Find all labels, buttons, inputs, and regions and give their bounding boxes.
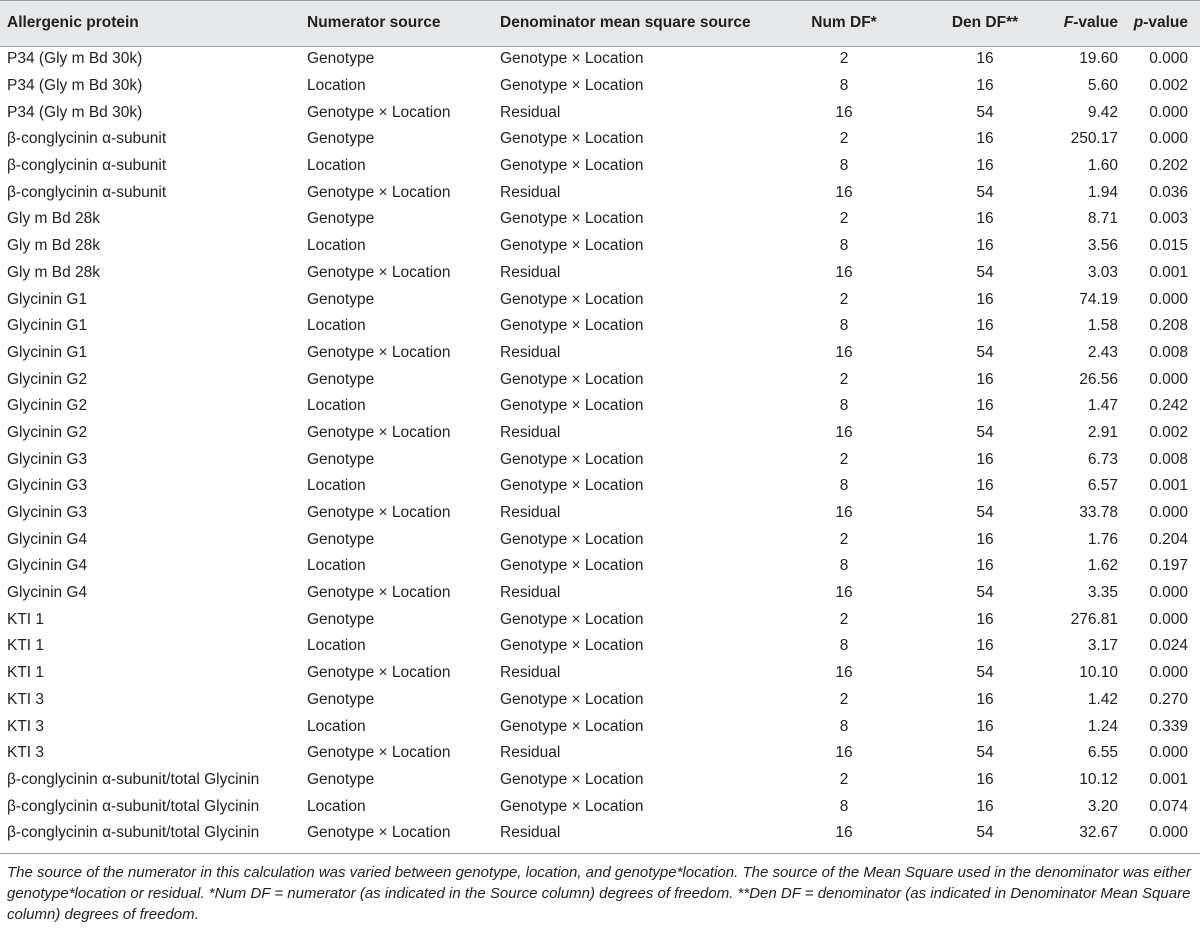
cell-numerator-source: Location: [307, 477, 366, 495]
cell-p-value: 0.001: [1149, 263, 1188, 281]
cell-den-df: 16: [976, 477, 994, 495]
cell-denominator-source: Genotype × Location: [500, 290, 644, 308]
cell-p-value: 0.036: [1149, 183, 1188, 201]
cell-f-value: 1.58: [1087, 317, 1118, 335]
header-f-italic: F: [1063, 14, 1074, 31]
cell-numerator-source: Location: [307, 717, 366, 735]
cell-numerator-source: Genotype: [307, 290, 375, 308]
cell-allergenic-protein: KTI 1: [7, 610, 45, 628]
cell-num-df: 16: [835, 423, 853, 441]
cell-numerator-source: Location: [307, 237, 366, 255]
cell-f-value: 1.42: [1087, 690, 1118, 708]
cell-den-df: 54: [976, 744, 994, 762]
cell-allergenic-protein: Glycinin G1: [7, 290, 88, 308]
cell-den-df: 16: [976, 717, 994, 735]
header-f-rest: -value: [1073, 14, 1118, 31]
cell-p-value: 0.204: [1149, 530, 1188, 548]
cell-p-value: 0.002: [1149, 77, 1188, 95]
cell-allergenic-protein: Glycinin G4: [7, 557, 88, 575]
cell-f-value: 9.42: [1087, 103, 1118, 121]
table-footnote: The source of the numerator in this calculation was varied between genotype, location, and genotype*location. The source of the Mean Square used in the denominator was either genotype*location or residual. *Num DF = numerator (as indicated in the Source column) degrees of freedom. **Den DF = denominator (as indicated in Denominator Mean Square column) degrees of freedom.: [7, 864, 1192, 923]
cell-denominator-source: Residual: [500, 664, 561, 682]
cell-numerator-source: Genotype: [307, 50, 375, 68]
cell-numerator-source: Genotype × Location: [307, 423, 451, 441]
cell-p-value: 0.002: [1149, 423, 1188, 441]
table-row: [0, 313, 1200, 340]
cell-p-value: 0.000: [1149, 50, 1188, 68]
header-p-italic: p: [1133, 14, 1144, 31]
table-row: [0, 393, 1200, 420]
cell-f-value: 3.20: [1087, 797, 1118, 815]
cell-allergenic-protein: Gly m Bd 28k: [7, 210, 101, 228]
cell-num-df: 16: [835, 263, 853, 281]
cell-p-value: 0.000: [1149, 504, 1188, 522]
table-header-rule: [0, 46, 1200, 47]
cell-numerator-source: Genotype × Location: [307, 824, 451, 842]
cell-p-value: 0.202: [1149, 157, 1188, 175]
cell-numerator-source: Genotype × Location: [307, 504, 451, 522]
table-row: [0, 740, 1200, 767]
cell-p-value: 0.000: [1149, 290, 1188, 308]
cell-den-df: 16: [976, 210, 994, 228]
cell-denominator-source: Genotype × Location: [500, 130, 644, 148]
cell-num-df: 8: [839, 397, 849, 415]
table-row: [0, 340, 1200, 367]
cell-num-df: 2: [839, 210, 849, 228]
cell-allergenic-protein: Glycinin G1: [7, 343, 88, 361]
table-row: [0, 526, 1200, 553]
cell-denominator-source: Genotype × Location: [500, 370, 644, 388]
cell-den-df: 16: [976, 557, 994, 575]
cell-allergenic-protein: β-conglycinin α-subunit: [7, 183, 167, 201]
cell-den-df: 54: [976, 423, 994, 441]
cell-denominator-source: Genotype × Location: [500, 530, 644, 548]
cell-p-value: 0.000: [1149, 824, 1188, 842]
cell-den-df: 16: [976, 130, 994, 148]
cell-f-value: 276.81: [1070, 610, 1118, 628]
cell-denominator-source: Residual: [500, 183, 561, 201]
cell-den-df: 16: [976, 530, 994, 548]
cell-allergenic-protein: Glycinin G3: [7, 504, 88, 522]
table-row: [0, 473, 1200, 500]
cell-allergenic-protein: KTI 3: [7, 690, 45, 708]
cell-num-df: 2: [839, 370, 849, 388]
cell-f-value: 26.56: [1079, 370, 1118, 388]
cell-num-df: 8: [839, 77, 849, 95]
cell-p-value: 0.000: [1149, 610, 1188, 628]
cell-f-value: 8.71: [1087, 210, 1118, 228]
cell-numerator-source: Genotype: [307, 530, 375, 548]
table-row: [0, 446, 1200, 473]
cell-num-df: 8: [839, 317, 849, 335]
cell-f-value: 6.55: [1087, 744, 1118, 762]
cell-numerator-source: Location: [307, 157, 366, 175]
cell-numerator-source: Genotype: [307, 610, 375, 628]
cell-p-value: 0.000: [1149, 103, 1188, 121]
cell-den-df: 16: [976, 690, 994, 708]
cell-p-value: 0.000: [1149, 370, 1188, 388]
cell-allergenic-protein: P34 (Gly m Bd 30k): [7, 77, 143, 95]
cell-numerator-source: Genotype: [307, 770, 375, 788]
cell-p-value: 0.024: [1149, 637, 1188, 655]
cell-numerator-source: Location: [307, 637, 366, 655]
cell-denominator-source: Genotype × Location: [500, 317, 644, 335]
cell-den-df: 16: [976, 157, 994, 175]
cell-allergenic-protein: β-conglycinin α-subunit: [7, 157, 167, 175]
cell-numerator-source: Location: [307, 397, 366, 415]
cell-num-df: 16: [835, 664, 853, 682]
table-row: [0, 126, 1200, 153]
cell-den-df: 54: [976, 504, 994, 522]
table-header-row: [0, 0, 1200, 46]
cell-f-value: 1.94: [1087, 183, 1118, 201]
cell-num-df: 16: [835, 343, 853, 361]
cell-p-value: 0.001: [1149, 770, 1188, 788]
cell-allergenic-protein: Glycinin G4: [7, 530, 88, 548]
cell-den-df: 16: [976, 397, 994, 415]
cell-numerator-source: Genotype: [307, 370, 375, 388]
cell-den-df: 16: [976, 450, 994, 468]
cell-f-value: 1.60: [1087, 157, 1118, 175]
cell-f-value: 1.76: [1087, 530, 1118, 548]
cell-den-df: 54: [976, 103, 994, 121]
cell-denominator-source: Genotype × Location: [500, 157, 644, 175]
cell-p-value: 0.015: [1149, 237, 1188, 255]
header-f-value: [1050, 0, 1123, 46]
table-row: [0, 793, 1200, 820]
cell-f-value: 6.73: [1087, 450, 1118, 468]
cell-numerator-source: Genotype: [307, 130, 375, 148]
table-row: [0, 420, 1200, 447]
header-p-rest: -value: [1143, 14, 1188, 31]
cell-den-df: 16: [976, 77, 994, 95]
cell-num-df: 16: [835, 103, 853, 121]
cell-denominator-source: Genotype × Location: [500, 770, 644, 788]
table-row: [0, 820, 1200, 847]
cell-den-df: 54: [976, 664, 994, 682]
cell-p-value: 0.000: [1149, 130, 1188, 148]
cell-allergenic-protein: Glycinin G1: [7, 317, 88, 335]
cell-numerator-source: Genotype × Location: [307, 664, 451, 682]
cell-f-value: 3.56: [1087, 237, 1118, 255]
table-row: [0, 500, 1200, 527]
table-row: [0, 580, 1200, 607]
table-row: [0, 366, 1200, 393]
cell-f-value: 32.67: [1079, 824, 1118, 842]
cell-num-df: 8: [839, 557, 849, 575]
table-row: [0, 687, 1200, 714]
cell-den-df: 54: [976, 263, 994, 281]
cell-num-df: 2: [839, 50, 849, 68]
cell-denominator-source: Genotype × Location: [500, 797, 644, 815]
cell-den-df: 54: [976, 183, 994, 201]
cell-num-df: 8: [839, 797, 849, 815]
cell-den-df: 16: [976, 237, 994, 255]
cell-num-df: 8: [839, 157, 849, 175]
cell-f-value: 1.24: [1087, 717, 1118, 735]
cell-allergenic-protein: β-conglycinin α-subunit: [7, 130, 167, 148]
cell-denominator-source: Genotype × Location: [500, 50, 644, 68]
cell-p-value: 0.001: [1149, 477, 1188, 495]
cell-denominator-source: Genotype × Location: [500, 557, 644, 575]
cell-f-value: 3.17: [1087, 637, 1118, 655]
cell-denominator-source: Residual: [500, 744, 561, 762]
cell-denominator-source: Residual: [500, 824, 561, 842]
cell-p-value: 0.339: [1149, 717, 1188, 735]
cell-f-value: 6.57: [1087, 477, 1118, 495]
cell-f-value: 1.47: [1087, 397, 1118, 415]
cell-num-df: 2: [839, 450, 849, 468]
cell-den-df: 16: [976, 50, 994, 68]
cell-denominator-source: Residual: [500, 343, 561, 361]
cell-p-value: 0.008: [1149, 343, 1188, 361]
cell-denominator-source: Genotype × Location: [500, 717, 644, 735]
cell-den-df: 16: [976, 797, 994, 815]
table-row: [0, 553, 1200, 580]
cell-num-df: 8: [839, 637, 849, 655]
cell-p-value: 0.074: [1149, 797, 1188, 815]
table-row: [0, 767, 1200, 794]
cell-allergenic-protein: Glycinin G4: [7, 584, 88, 602]
cell-allergenic-protein: β-conglycinin α-subunit/total Glycinin: [7, 770, 260, 788]
cell-num-df: 16: [835, 504, 853, 522]
cell-denominator-source: Residual: [500, 103, 561, 121]
cell-denominator-source: Genotype × Location: [500, 477, 644, 495]
table-row: [0, 206, 1200, 233]
cell-numerator-source: Location: [307, 797, 366, 815]
cell-allergenic-protein: P34 (Gly m Bd 30k): [7, 103, 143, 121]
cell-den-df: 16: [976, 610, 994, 628]
cell-num-df: 16: [835, 824, 853, 842]
cell-numerator-source: Genotype: [307, 690, 375, 708]
cell-allergenic-protein: Gly m Bd 28k: [7, 237, 101, 255]
cell-numerator-source: Location: [307, 77, 366, 95]
cell-allergenic-protein: Glycinin G2: [7, 397, 88, 415]
cell-numerator-source: Genotype: [307, 210, 375, 228]
cell-denominator-source: Genotype × Location: [500, 210, 644, 228]
cell-p-value: 0.000: [1149, 584, 1188, 602]
cell-numerator-source: Location: [307, 557, 366, 575]
cell-allergenic-protein: Glycinin G3: [7, 450, 88, 468]
cell-p-value: 0.197: [1149, 557, 1188, 575]
cell-p-value: 0.208: [1149, 317, 1188, 335]
table-row: [0, 660, 1200, 687]
cell-p-value: 0.242: [1149, 397, 1188, 415]
cell-denominator-source: Residual: [500, 423, 561, 441]
cell-allergenic-protein: Glycinin G2: [7, 370, 88, 388]
cell-f-value: 10.10: [1079, 664, 1118, 682]
cell-numerator-source: Genotype × Location: [307, 263, 451, 281]
cell-num-df: 16: [835, 744, 853, 762]
cell-f-value: 3.03: [1087, 263, 1118, 281]
cell-p-value: 0.270: [1149, 690, 1188, 708]
cell-den-df: 54: [976, 584, 994, 602]
table-row: [0, 606, 1200, 633]
cell-num-df: 2: [839, 530, 849, 548]
cell-denominator-source: Residual: [500, 584, 561, 602]
cell-denominator-source: Genotype × Location: [500, 237, 644, 255]
cell-num-df: 8: [839, 237, 849, 255]
table-top-rule: [0, 0, 1200, 1]
cell-f-value: 10.12: [1079, 770, 1118, 788]
cell-f-value: 74.19: [1079, 290, 1118, 308]
table-row: [0, 286, 1200, 313]
table-row: [0, 713, 1200, 740]
cell-denominator-source: Genotype × Location: [500, 77, 644, 95]
cell-p-value: 0.008: [1149, 450, 1188, 468]
cell-den-df: 54: [976, 824, 994, 842]
cell-numerator-source: Genotype × Location: [307, 744, 451, 762]
header-denominator-source: Denominator mean square source: [500, 14, 751, 31]
cell-f-value: 1.62: [1087, 557, 1118, 575]
cell-den-df: 16: [976, 370, 994, 388]
cell-num-df: 2: [839, 610, 849, 628]
cell-den-df: 16: [976, 637, 994, 655]
cell-allergenic-protein: KTI 1: [7, 637, 45, 655]
cell-f-value: 19.60: [1079, 50, 1118, 68]
table-row: [0, 233, 1200, 260]
cell-f-value: 2.43: [1087, 343, 1118, 361]
cell-numerator-source: Location: [307, 317, 366, 335]
cell-numerator-source: Genotype × Location: [307, 584, 451, 602]
table-row: [0, 73, 1200, 100]
table-row: [0, 153, 1200, 180]
cell-f-value: 33.78: [1079, 504, 1118, 522]
cell-denominator-source: Residual: [500, 263, 561, 281]
cell-f-value: 2.91: [1087, 423, 1118, 441]
cell-allergenic-protein: Glycinin G2: [7, 423, 88, 441]
cell-p-value: 0.003: [1149, 210, 1188, 228]
table-row: [0, 46, 1200, 73]
cell-num-df: 2: [839, 130, 849, 148]
header-p-value: [1123, 0, 1200, 46]
cell-allergenic-protein: β-conglycinin α-subunit/total Glycinin: [7, 824, 260, 842]
cell-num-df: 8: [839, 477, 849, 495]
cell-den-df: 16: [976, 770, 994, 788]
cell-num-df: 16: [835, 584, 853, 602]
cell-den-df: 54: [976, 343, 994, 361]
cell-numerator-source: Genotype × Location: [307, 343, 451, 361]
cell-p-value: 0.000: [1149, 664, 1188, 682]
cell-f-value: 250.17: [1070, 130, 1118, 148]
cell-allergenic-protein: β-conglycinin α-subunit/total Glycinin: [7, 797, 260, 815]
cell-f-value: 3.35: [1087, 584, 1118, 602]
cell-num-df: 8: [839, 717, 849, 735]
cell-denominator-source: Genotype × Location: [500, 610, 644, 628]
table-row: [0, 99, 1200, 126]
cell-f-value: 5.60: [1087, 77, 1118, 95]
cell-allergenic-protein: Gly m Bd 28k: [7, 263, 101, 281]
cell-numerator-source: Genotype: [307, 450, 375, 468]
cell-allergenic-protein: KTI 1: [7, 664, 45, 682]
cell-p-value: 0.000: [1149, 744, 1188, 762]
cell-allergenic-protein: Glycinin G3: [7, 477, 88, 495]
cell-denominator-source: Genotype × Location: [500, 690, 644, 708]
cell-numerator-source: Genotype × Location: [307, 183, 451, 201]
cell-denominator-source: Genotype × Location: [500, 450, 644, 468]
header-allergenic-protein: Allergenic protein: [7, 14, 139, 31]
header-num-df: Num DF*: [811, 14, 877, 31]
cell-num-df: 2: [839, 690, 849, 708]
table-row: [0, 260, 1200, 287]
cell-allergenic-protein: P34 (Gly m Bd 30k): [7, 50, 143, 68]
header-numerator-source: Numerator source: [307, 14, 441, 31]
header-den-df: Den DF**: [951, 14, 1019, 31]
table-bottom-rule: [0, 853, 1200, 854]
cell-num-df: 2: [839, 290, 849, 308]
table-row: [0, 633, 1200, 660]
cell-allergenic-protein: KTI 3: [7, 717, 45, 735]
cell-num-df: 16: [835, 183, 853, 201]
cell-den-df: 16: [976, 317, 994, 335]
cell-numerator-source: Genotype × Location: [307, 103, 451, 121]
cell-denominator-source: Residual: [500, 504, 561, 522]
cell-denominator-source: Genotype × Location: [500, 637, 644, 655]
cell-num-df: 2: [839, 770, 849, 788]
cell-allergenic-protein: KTI 3: [7, 744, 45, 762]
table-row: [0, 179, 1200, 206]
table-body: [0, 46, 1200, 847]
cell-den-df: 16: [976, 290, 994, 308]
cell-denominator-source: Genotype × Location: [500, 397, 644, 415]
